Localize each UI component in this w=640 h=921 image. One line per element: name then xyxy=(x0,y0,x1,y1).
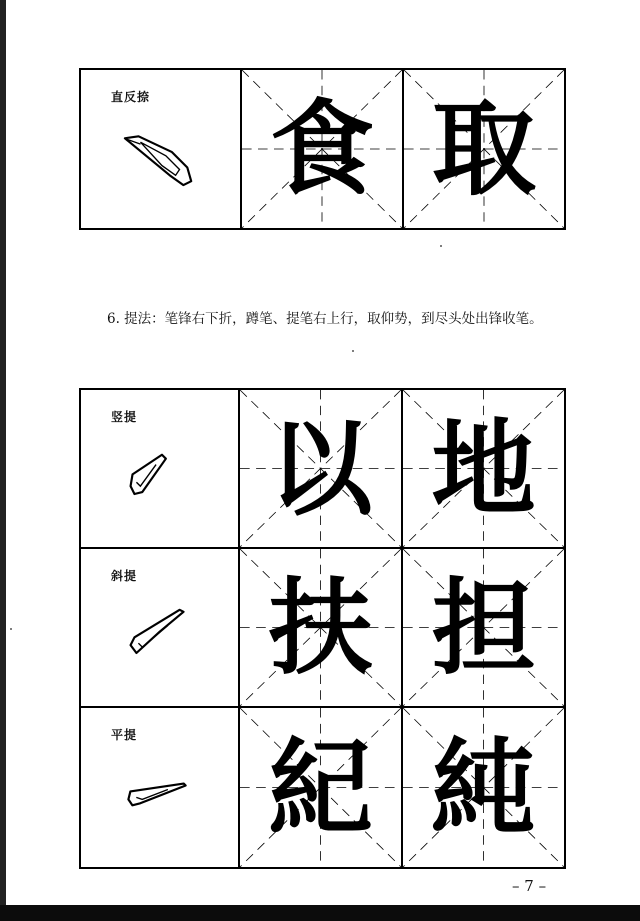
stroke-example-cell xyxy=(81,70,242,228)
character-grid-cell xyxy=(403,708,564,867)
vertical-ti-stroke-drawing xyxy=(81,390,238,547)
page-edge xyxy=(0,0,6,921)
character-grid-cell xyxy=(240,549,403,708)
slanted-ti-stroke-drawing xyxy=(81,549,238,706)
example-character: 地 xyxy=(431,406,536,530)
stroke-example-cell xyxy=(81,390,240,549)
print-speck xyxy=(352,350,354,352)
character-grid-cell xyxy=(403,549,564,708)
character-grid-cell xyxy=(404,70,564,228)
character-grid-cell xyxy=(403,390,564,549)
example-character: 以 xyxy=(268,406,373,530)
character-grid-cell xyxy=(242,70,404,228)
character-grid-cell xyxy=(240,708,403,867)
example-character: 食 xyxy=(269,87,374,210)
stroke-table-reverse-na xyxy=(79,68,566,230)
flat-ti-stroke-drawing xyxy=(81,708,238,867)
page-number: – 7 – xyxy=(512,877,547,895)
stroke-table-ti xyxy=(79,388,566,869)
example-character: 扶 xyxy=(268,565,373,689)
character-grid-cell xyxy=(240,390,403,549)
stroke-example-cell xyxy=(81,549,240,708)
example-character: 担 xyxy=(431,565,536,689)
print-speck xyxy=(440,245,442,247)
technique-caption: 6. 提法：笔锋右下折，蹲笔、提笔右上行，取仰势，到尽头处出锋收笔。 xyxy=(107,311,543,327)
stroke-example-cell xyxy=(81,708,240,867)
stroke-label: 平提 xyxy=(111,728,138,742)
print-speck xyxy=(10,628,12,630)
example-character: 取 xyxy=(431,87,536,210)
example-character: 紀 xyxy=(268,725,373,849)
reverse-na-stroke-drawing xyxy=(81,70,240,228)
stroke-label: 斜提 xyxy=(111,569,138,583)
stroke-label: 直反捺 xyxy=(111,90,151,104)
example-character: 純 xyxy=(431,725,536,849)
stroke-label: 竖提 xyxy=(111,410,138,424)
scan-bottom-edge xyxy=(0,905,640,921)
